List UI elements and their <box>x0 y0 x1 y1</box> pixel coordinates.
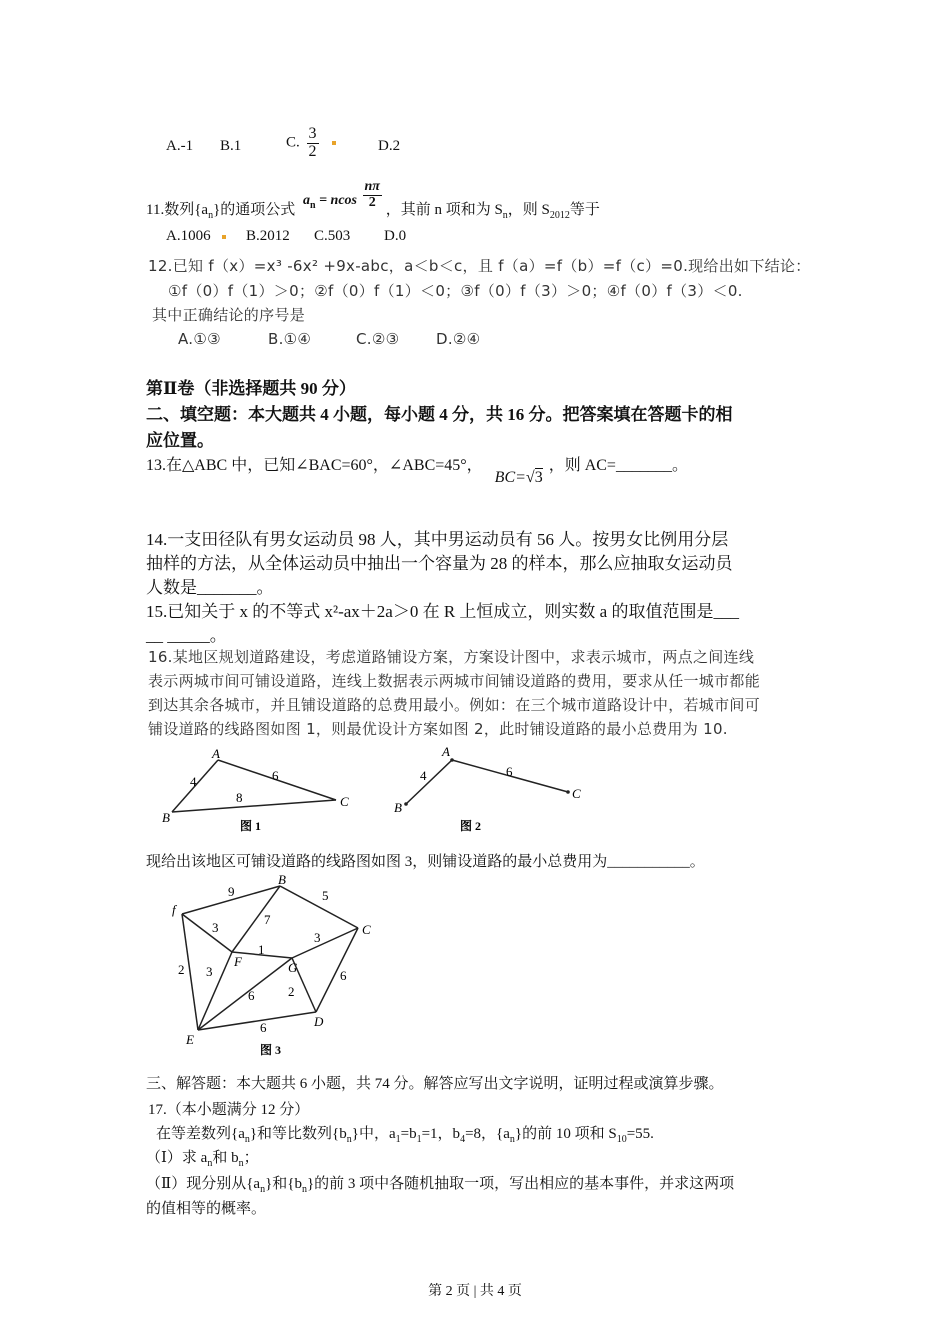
q16-line2: 表示两城市间可铺设道路，连线上数据表示两城市间铺设道路的费用，要求从任一城市都能 <box>148 672 761 690</box>
fig3-weight-ef: 3 <box>206 964 213 979</box>
fig3-weight-cd: 6 <box>340 968 347 983</box>
fig3-node-c: C <box>362 922 371 937</box>
q17-title: 17.（本小题满分 12 分） <box>148 1102 310 1118</box>
q16-line1: 16.某地区规划道路建设，考虑道路铺设方案，方案设计图中，求表示城市，两点之间连线 <box>148 648 755 666</box>
fig1-weight-bc: 8 <box>236 790 243 805</box>
section2-instructions-line2: 应位置。 <box>146 431 214 450</box>
q11-option-b: B.2012 <box>246 228 290 244</box>
q13-stem: 13.在△ABC 中，已知∠BAC=60°，∠ABC=45°， BC=√3 ，则 AC=_______。 <box>146 457 688 486</box>
q17-part2-line2: 的值相等的概率。 <box>146 1201 267 1217</box>
q11-option-a: A.1006 <box>166 228 226 245</box>
fig3-node-b: B <box>278 872 286 887</box>
fig2-weight-ab: 4 <box>420 768 427 783</box>
part2-title: 第Ⅱ卷（非选择题共 90 分） <box>146 379 356 398</box>
scan-mark-icon <box>332 141 336 145</box>
q12-line1: 12.已知 f（x）=x³ -6x² +9x-abc，a＜b＜c，且 f（a）=f（b）=f（c）=0.现给出如下结论： <box>148 257 811 275</box>
fig3-node-f-upper: F <box>234 954 242 969</box>
fig1-weight-ac: 6 <box>272 768 279 783</box>
q12-option-d: D.②④ <box>436 330 481 348</box>
fig3-weight-gd: 2 <box>288 984 295 999</box>
fig3-weight-eg: 6 <box>248 988 255 1003</box>
q10-option-b: B.1 <box>220 138 242 154</box>
fig2-node-c: C <box>572 786 581 801</box>
q16-after-text: 现给出该地区可铺设道路的线路图如图 3，则铺设道路的最小总费用为___________。 <box>146 854 705 870</box>
q10-option-d: D.2 <box>378 138 401 154</box>
q12-option-b: B.①④ <box>268 330 312 348</box>
fig1-node-b: B <box>162 810 170 825</box>
q10-option-a: A.-1 <box>166 138 194 154</box>
section2-instructions-line1: 二、填空题：本大题共 4 小题，每小题 4 分，共 16 分。把答案填在答题卡的相 <box>146 405 733 424</box>
fig3-weight-bf: 7 <box>264 912 271 927</box>
fig3-weight-gc: 3 <box>314 930 321 945</box>
fig2-caption: 图 2 <box>460 819 482 833</box>
fig3-node-e: E <box>186 1032 194 1047</box>
q17-part2-line1: （Ⅱ）现分别从$\{a_n\}$和$\{b_n\}$的前 3 项中各随机抽取一项，写出相应的基本事件，并求这两项 <box>146 1176 735 1195</box>
fig1-node-a: A <box>212 748 220 761</box>
fig2-weight-ac: 6 <box>506 764 513 779</box>
q12-option-a: A.①③ <box>178 330 221 348</box>
fig3-node-d: D <box>314 1014 324 1029</box>
q17-part1: （Ⅰ）求 $a_n$和 $b_n$； <box>146 1150 259 1169</box>
q11-stem: 11.数列$\{a_n\}$的通项公式 $a_n = ncos$ $\frac{n\pi}{2}$ ，其前 n 项和为 $S_n$，则 $S_{2012}$等于 <box>146 179 600 222</box>
fig3-node-f: f <box>172 902 176 917</box>
fig2-node-a: A <box>442 744 450 759</box>
q16-line3: 到达其余各城市，并且铺设道路的总费用最小。例如：在三个城市道路设计中，若城市间可 <box>148 696 761 714</box>
fig1-caption: 图 1 <box>240 819 262 833</box>
figure-3-graph <box>168 872 388 1062</box>
fig2-node-b: B <box>394 800 402 815</box>
q16-line4: 铺设道路的线路图如图 1，则最优设计方案如图 2，此时铺设道路的最小总费用为 10. <box>148 720 728 738</box>
fig1-weight-ab: 4 <box>190 774 197 789</box>
part3-title: 三、解答题：本大题共 6 小题，共 74 分。解答应写出文字说明，证明过程或演算步骤。 <box>146 1076 724 1092</box>
q15-line2: __ _____。 <box>146 626 227 645</box>
fig3-weight-ff: 3 <box>212 920 219 935</box>
q14-line1: 14.一支田径队有男女运动员 98 人，其中男运动员有 56 人。按男女比例用分层 <box>146 530 729 549</box>
q12-line2: ①f（0）f（1）＞0；②f（0）f（1）＜0；③f（0）f（3）＞0；④f（0）f（3）＜0. <box>168 282 743 300</box>
q14-line3: 人数是_______。 <box>146 578 274 597</box>
fig3-weight-fb: 9 <box>228 884 235 899</box>
q11-formula: $a_n = ncos$ $\frac{n\pi}{2}$ <box>303 179 380 212</box>
q15-line1: 15.已知关于 x 的不等式 x²-ax＋2a＞0 在 R 上恒成立，则实数 a 的取值范围是___ <box>146 602 739 621</box>
fig1-node-c: C <box>340 794 349 809</box>
q12-line3: 其中正确结论的序号是 <box>152 306 306 324</box>
fig3-weight-ed: 6 <box>260 1020 267 1035</box>
q13-bc-formula: BC=√3 <box>494 469 543 486</box>
fig3-caption: 图 3 <box>260 1043 282 1057</box>
q17-given: 在等差数列$\{a_n\}$和等比数列$\{b_n\}$中，$a_1=b_1=1$，$b_4=8$，$\{a_n\}$的前 10 项和 $S_{10}=55$. <box>156 1126 654 1145</box>
page-footer: 第 2 页 | 共 4 页 <box>428 1284 522 1299</box>
fig3-weight-fg: 1 <box>258 942 265 957</box>
fig3-node-g: G <box>288 960 298 975</box>
figure-1-graph <box>150 748 370 840</box>
fig3-weight-bc: 5 <box>322 888 329 903</box>
figure-2-graph <box>388 742 598 834</box>
fig3-weight-fe: 2 <box>178 962 185 977</box>
q14-line2: 抽样的方法，从全体运动员中抽出一个容量为 28 的样本，那么应抽取女运动员 <box>146 554 733 573</box>
q12-option-c: C.②③ <box>356 330 400 348</box>
q10-options <box>166 138 193 155</box>
q11-option-c: C.503 <box>314 228 351 244</box>
q11-option-d: D.0 <box>384 228 407 244</box>
q10-option-c: C. $\frac{3}{2}$ <box>286 126 336 161</box>
